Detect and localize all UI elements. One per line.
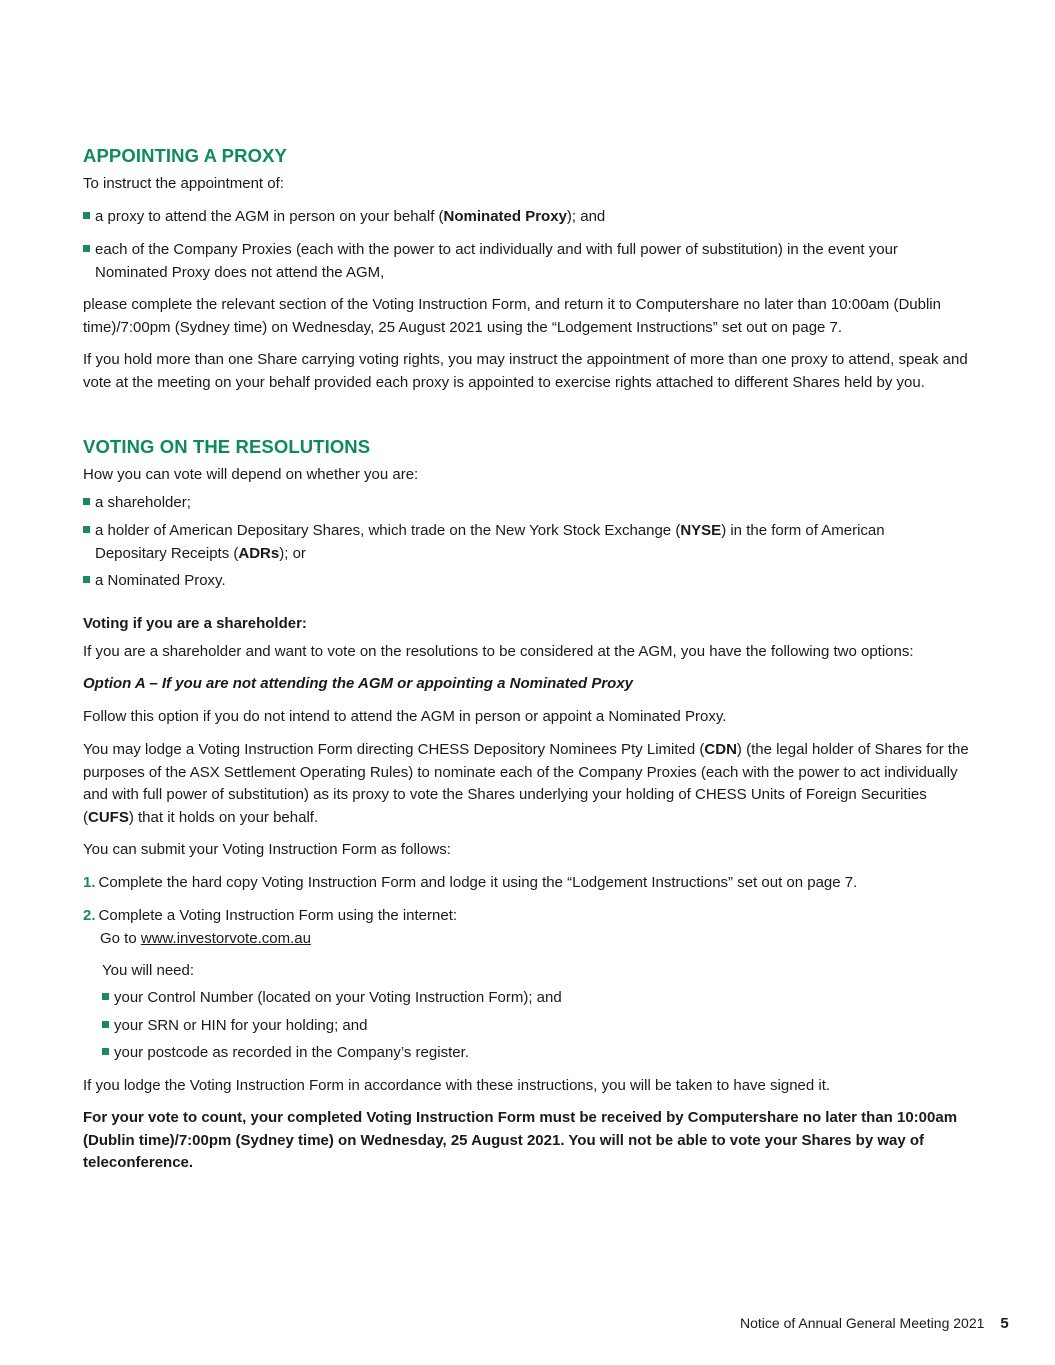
heading-appointing-proxy: APPOINTING A PROXY [83,145,287,166]
list-item: a holder of American Depositary Shares, which trade on the New York Stock Exchange (NYSE) in the form of American Depositary Receipts (ADRs); or [83,520,885,565]
list-item: your postcode as recorded in the Company’s register. [102,1042,469,1065]
investorvote-link[interactable]: www.investorvote.com.au [140,929,311,947]
numbered-item: 1. Complete the hard copy Voting Instruction Form and lodge it using the “Lodgement Instructions” set out on page 7. [83,874,858,891]
heading-voting-resolutions: VOTING ON THE RESOLUTIONS [83,436,371,457]
page-number: 5 [1000,1315,1009,1332]
square-bullet-icon [102,1021,109,1028]
list-item: a shareholder; [83,492,191,515]
footer-title: Notice of Annual General Meeting 2021 [740,1315,985,1331]
list-item: each of the Company Proxies (each with the power to act individually and with full power of substitution) in the event your Nominated Proxy does not attend the AGM, [83,239,898,284]
paragraph: You can submit your Voting Instruction Form as follows: [83,841,451,858]
square-bullet-icon [102,1048,109,1055]
list-item: a proxy to attend the AGM in person on your behalf (Nominated Proxy); and [83,206,605,229]
square-bullet-icon [83,526,90,533]
intro-text: How you can vote will depend on whether you are: [83,466,419,483]
list-item: a Nominated Proxy. [83,570,226,593]
subheading: Voting if you are a shareholder: [83,615,307,632]
page-footer [740,1315,1009,1332]
paragraph: You may lodge a Voting Instruction Form directing CHESS Depository Nominees Pty Limited (CDN) (the legal holder of Shares for the purposes of the ASX Settlement Operating Rules) to nominate each of the Company Proxies (each with the power to act individually and with full power of substitution) as its proxy to vote the Shares underlying your holding of CHESS Units of Foreign Securities (CUFS) that it holds on your behalf. [83,741,969,826]
paragraph: Follow this option if you do not intend to attend the AGM in person or appoint a Nominated Proxy. [83,708,727,725]
paragraph: please complete the relevant section of the Voting Instruction Form, and return it to Computershare no later than 10:00am (Dublin time)/7:00pm (Sydney time) on Wednesday, 25 August 2021 using the “Lodgement Instructions” set out on page 7. [83,296,941,336]
square-bullet-icon [83,212,90,219]
option-a-heading: Option A – If you are not attending the AGM or appointing a Nominated Proxy [83,675,634,692]
paragraph: If you hold more than one Share carrying voting rights, you may instruct the appointment of more than one proxy to attend, speak and vote at the meeting on your behalf provided each proxy is appointed to exercise rights attached to different Shares held by you. [83,351,968,391]
intro-text: To instruct the appointment of: [83,175,284,192]
important-notice: For your vote to count, your completed Voting Instruction Form must be received by Computershare no later than 10:00am (Dublin time)/7:00pm (Sydney time) on Wednesday, 25 August 2021. You will not be able to vote your Shares by way of teleconference. [83,1109,958,1171]
paragraph: If you are a shareholder and want to vote on the resolutions to be considered at the AGM, you have the following two options: [83,643,914,660]
square-bullet-icon [83,576,90,583]
square-bullet-icon [83,245,90,252]
paragraph: If you lodge the Voting Instruction Form in accordance with these instructions, you will be taken to have signed it. [83,1077,831,1094]
square-bullet-icon [83,498,90,505]
list-item: your Control Number (located on your Voting Instruction Form); and [102,987,562,1010]
square-bullet-icon [102,993,109,1000]
numbered-item: 2. Complete a Voting Instruction Form using the internet: Go to www.investorvote.com.au [83,907,458,947]
list-item: your SRN or HIN for your holding; and [102,1015,367,1038]
you-will-need-label: You will need: [102,962,195,979]
